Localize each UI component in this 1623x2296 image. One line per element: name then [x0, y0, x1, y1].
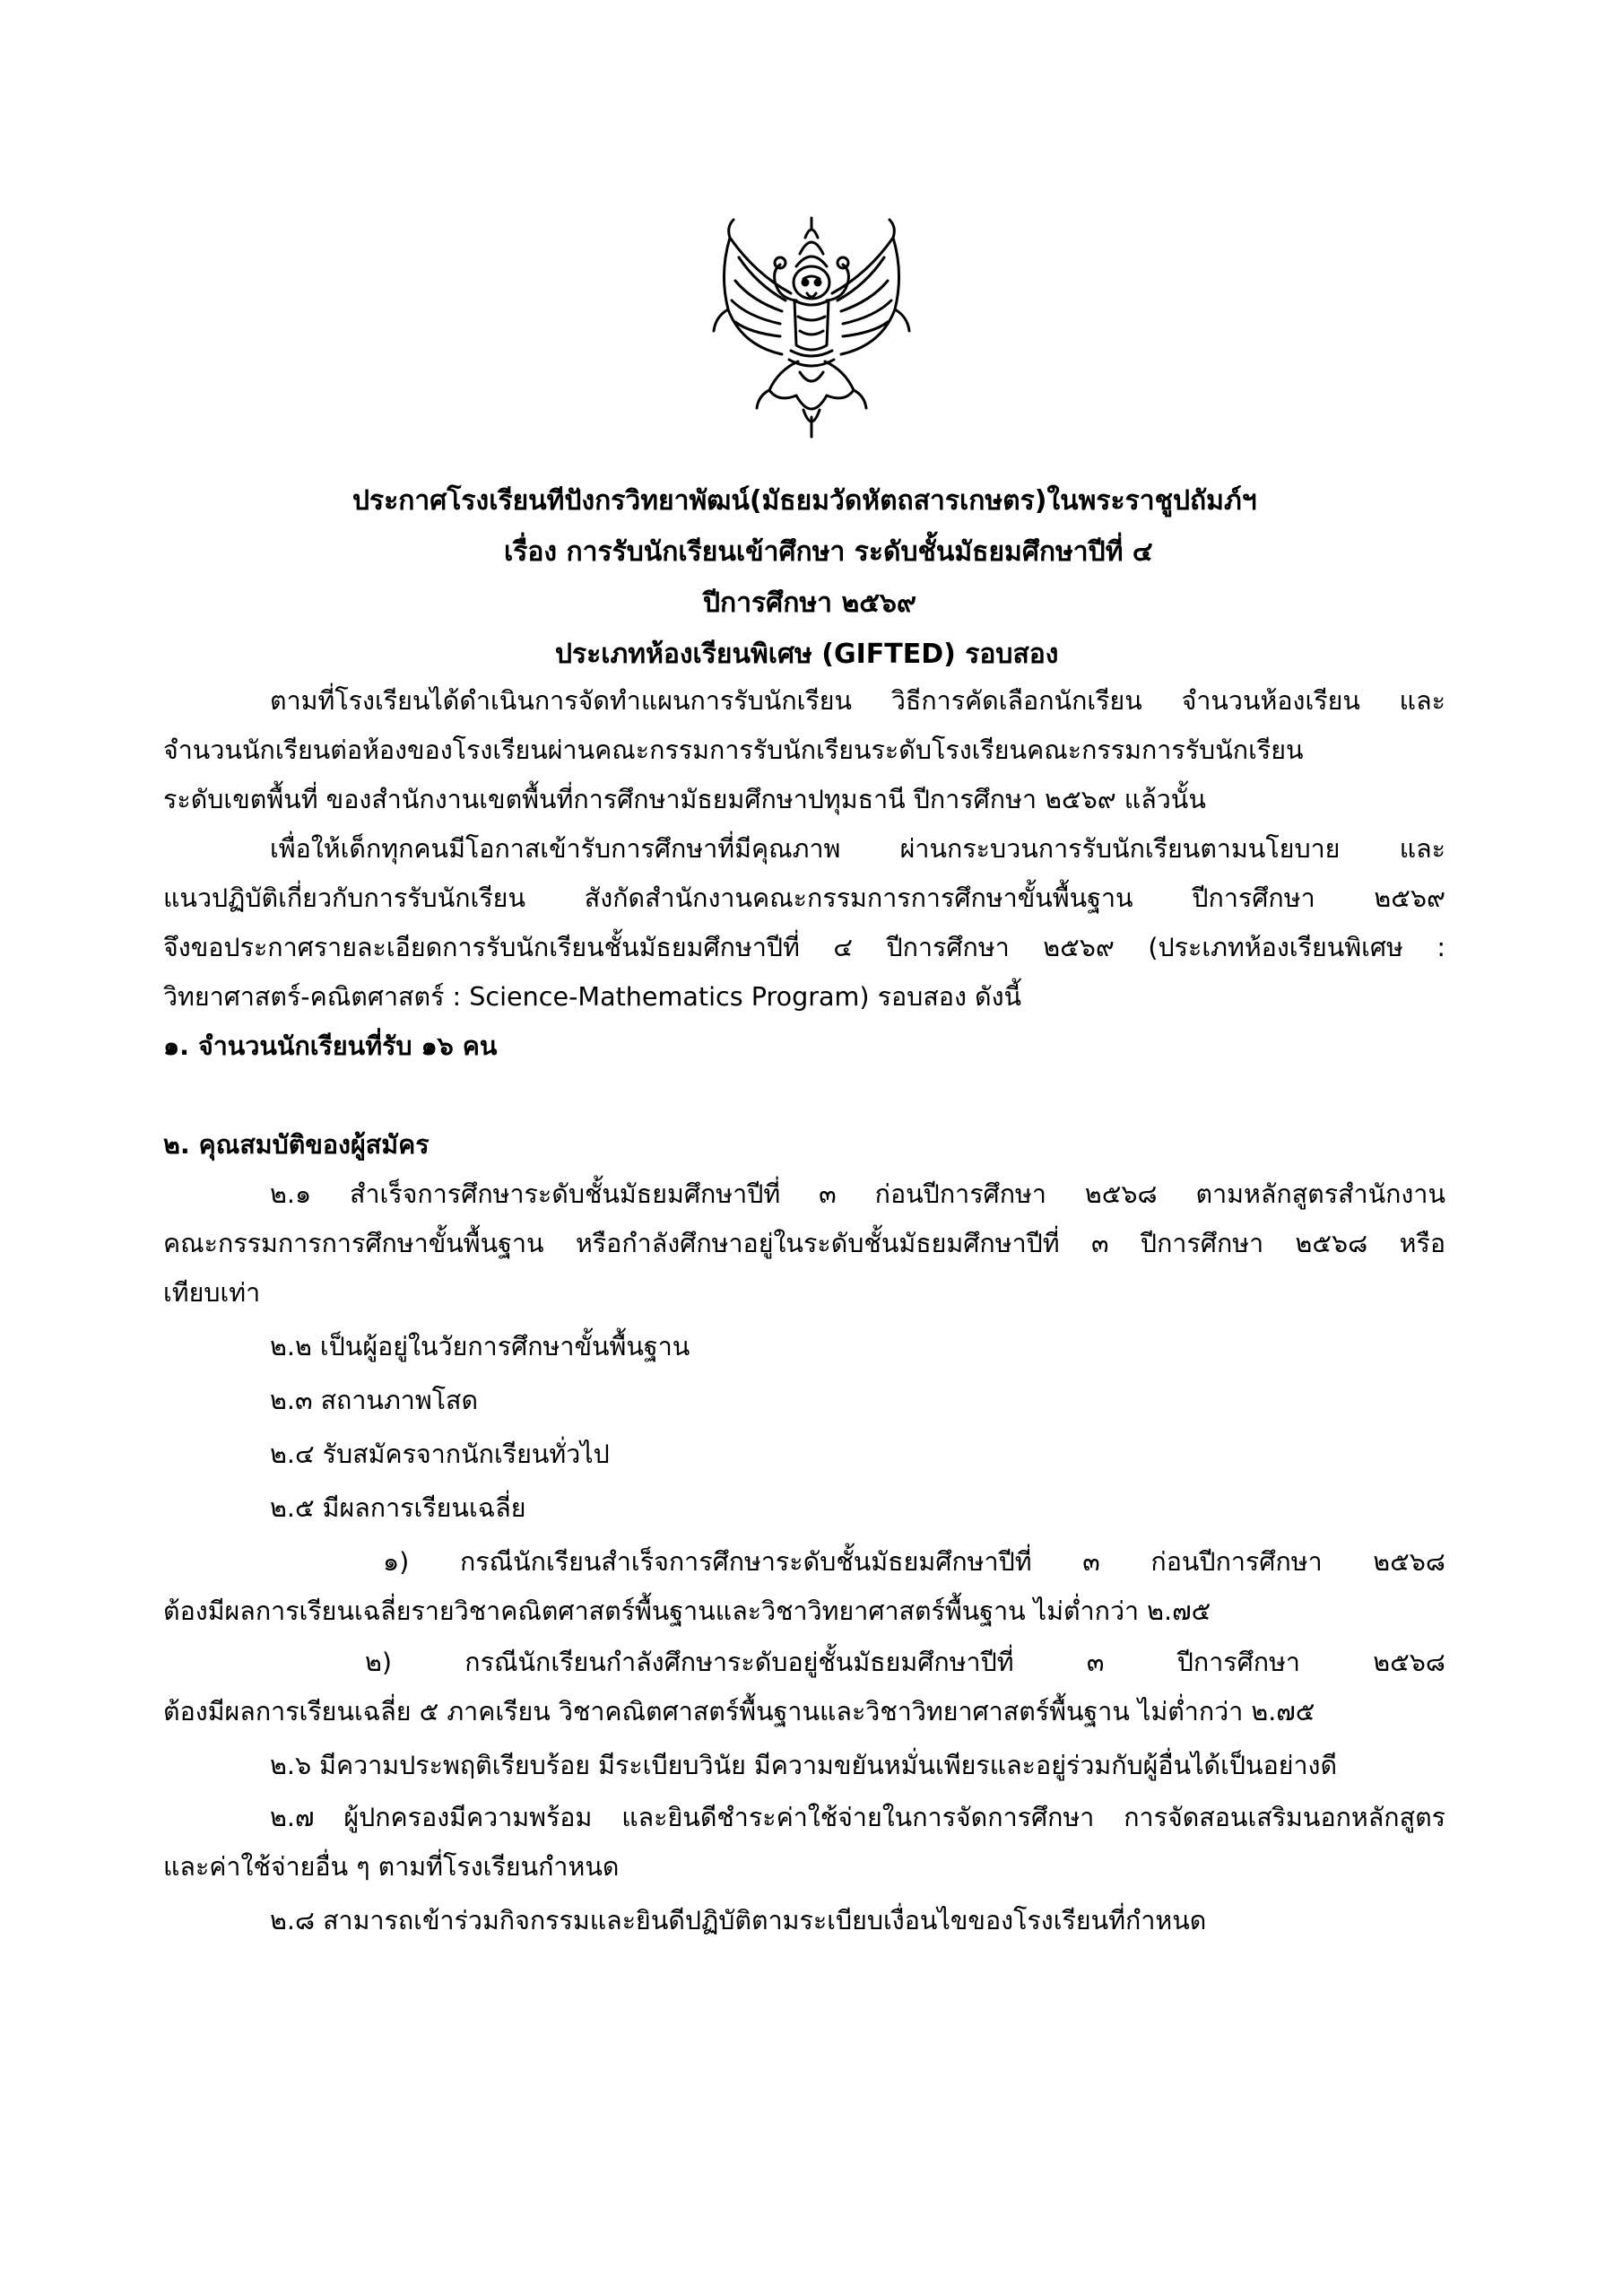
- item-2-3: ๒.๓ สถานภาพโสด: [270, 1385, 479, 1415]
- item-2-7-line-2: และค่าใช้จ่ายอื่น ๆ ตามที่โรงเรียนกำหนด: [163, 1851, 620, 1882]
- header-line-4: ประเภทห้องเรียนพิเศษ (GIFTED) รอบสอง: [555, 639, 1059, 670]
- header-line-1: ประกาศโรงเรียนทีปังกรวิทยาพัฒน์(มัธยมวัดหัตถสารเกษตร)ในพระราชูปถัมภ์ฯ: [352, 485, 1257, 517]
- item-2-1-line-1: ๒.๑ สำเร็จการศึกษาระดับชั้นมัธยมศึกษาปีที่ ๓ ก่อนปีการศึกษา ๒๕๖๘ ตามหลักสูตรสำนักงาน: [270, 1178, 1445, 1209]
- item-2-8: ๒.๘ สามารถเข้าร่วมกิจกรรมและยินดีปฏิบัติตามระเบียบเงื่อนไขของโรงเรียนที่กำหนด: [270, 1905, 1207, 1935]
- item-2-2: ๒.๒ เป็นผู้อยู่ในวัยการศึกษาขั้นพื้นฐาน: [270, 1331, 690, 1361]
- section-2-heading: ๒. คุณสมบัติของผู้สมัคร: [163, 1129, 430, 1160]
- intro-p2-line-2: แนวปฏิบัติเกี่ยวกับการรับนักเรียน สังกัดสำนักงานคณะกรรมการการศึกษาขั้นพื้นฐาน ปีการศึกษา ๒๕๖๙: [163, 883, 1445, 913]
- intro-p1-line-3: ระดับเขตพื้นที่ ของสำนักงานเขตพื้นที่การศึกษามัธยมศึกษาปทุมธานี ปีการศึกษา ๒๕๖๙ แล้วนั้น: [163, 784, 1206, 814]
- sub-item-2-line-2: ต้องมีผลการเรียนเฉลี่ย ๕ ภาคเรียน วิชาคณิตศาสตร์พื้นฐานและวิชาวิทยาศาสตร์พื้นฐาน ไม่ต่ำกว่า ๒.๗๕: [163, 1696, 1315, 1726]
- item-2-7-line-1: ๒.๗ ผู้ปกครองมีความพร้อม และยินดีชำระค่าใช้จ่ายในการจัดการศึกษา การจัดสอนเสริมนอกหลักสูตร: [270, 1802, 1445, 1832]
- intro-p1-line-2: จำนวนนักเรียนต่อห้องของโรงเรียนผ่านคณะกรรมการรับนักเรียนระดับโรงเรียนคณะกรรมการรับนักเรียน: [163, 735, 1304, 765]
- header-line-3: ปีการศึกษา ๒๕๖๙: [703, 587, 916, 619]
- intro-p1-line-1: ตามที่โรงเรียนได้ดำเนินการจัดทำแผนการรับนักเรียน วิธีการคัดเลือกนักเรียน จำนวนห้องเรียน และ: [270, 685, 1445, 716]
- item-2-5: ๒.๕ มีผลการเรียนเฉลี่ย: [270, 1492, 526, 1523]
- header-line-2: เรื่อง การรับนักเรียนเข้าศึกษา ระดับชั้นมัธยมศึกษาปีที่ ๔: [504, 536, 1153, 568]
- intro-p2-line-1: เพื่อให้เด็กทุกคนมีโอกาสเข้ารับการศึกษาที่มีคุณภาพ ผ่านกระบวนการรับนักเรียนตามนโยบาย และ: [270, 833, 1445, 864]
- section-1-heading: ๑. จำนวนนักเรียนที่รับ ๑๖ คน: [163, 1031, 498, 1061]
- sub-item-2-line-1: ๒) กรณีนักเรียนกำลังศึกษาระดับอยู่ชั้นมัธยมศึกษาปีที่ ๓ ปีการศึกษา ๒๕๖๘: [365, 1647, 1445, 1677]
- intro-p2-line-4: วิทยาศาสตร์-คณิตศาสตร์ : Science-Mathematics Program) รอบสอง ดังนี้: [163, 981, 1022, 1012]
- item-2-6: ๒.๖ มีความประพฤติเรียบร้อย มีระเบียบวินัย มีความขยันหมั่นเพียรและอยู่ร่วมกับผู้อื่นได้เป็นอย่างดี: [270, 1750, 1338, 1780]
- sub-item-1-line-1: ๑) กรณีนักเรียนสำเร็จการศึกษาระดับชั้นมัธยมศึกษาปีที่ ๓ ก่อนปีการศึกษา ๒๕๖๘: [383, 1546, 1445, 1577]
- item-2-4: ๒.๔ รับสมัครจากนักเรียนทั่วไป: [270, 1439, 610, 1469]
- sub-item-1-line-2: ต้องมีผลการเรียนเฉลี่ยรายวิชาคณิตศาสตร์พื้นฐานและวิชาวิทยาศาสตร์พื้นฐาน ไม่ต่ำกว่า ๒.๗๕: [163, 1596, 1211, 1626]
- item-2-1-line-2: คณะกรรมการการศึกษาขั้นพื้นฐาน หรือกำลังศึกษาอยู่ในระดับชั้นมัธยมศึกษาปีที่ ๓ ปีการศึกษา ๒๕๖๘ หรือ: [163, 1228, 1445, 1258]
- garuda-emblem-icon: [692, 211, 931, 442]
- intro-p2-line-3: จึงขอประกาศรายละเอียดการรับนักเรียนชั้นมัธยมศึกษาปีที่ ๔ ปีการศึกษา ๒๕๖๙ (ประเภทห้องเรียนพิเศษ :: [163, 932, 1445, 962]
- item-2-1-line-3: เทียบเท่า: [163, 1277, 261, 1308]
